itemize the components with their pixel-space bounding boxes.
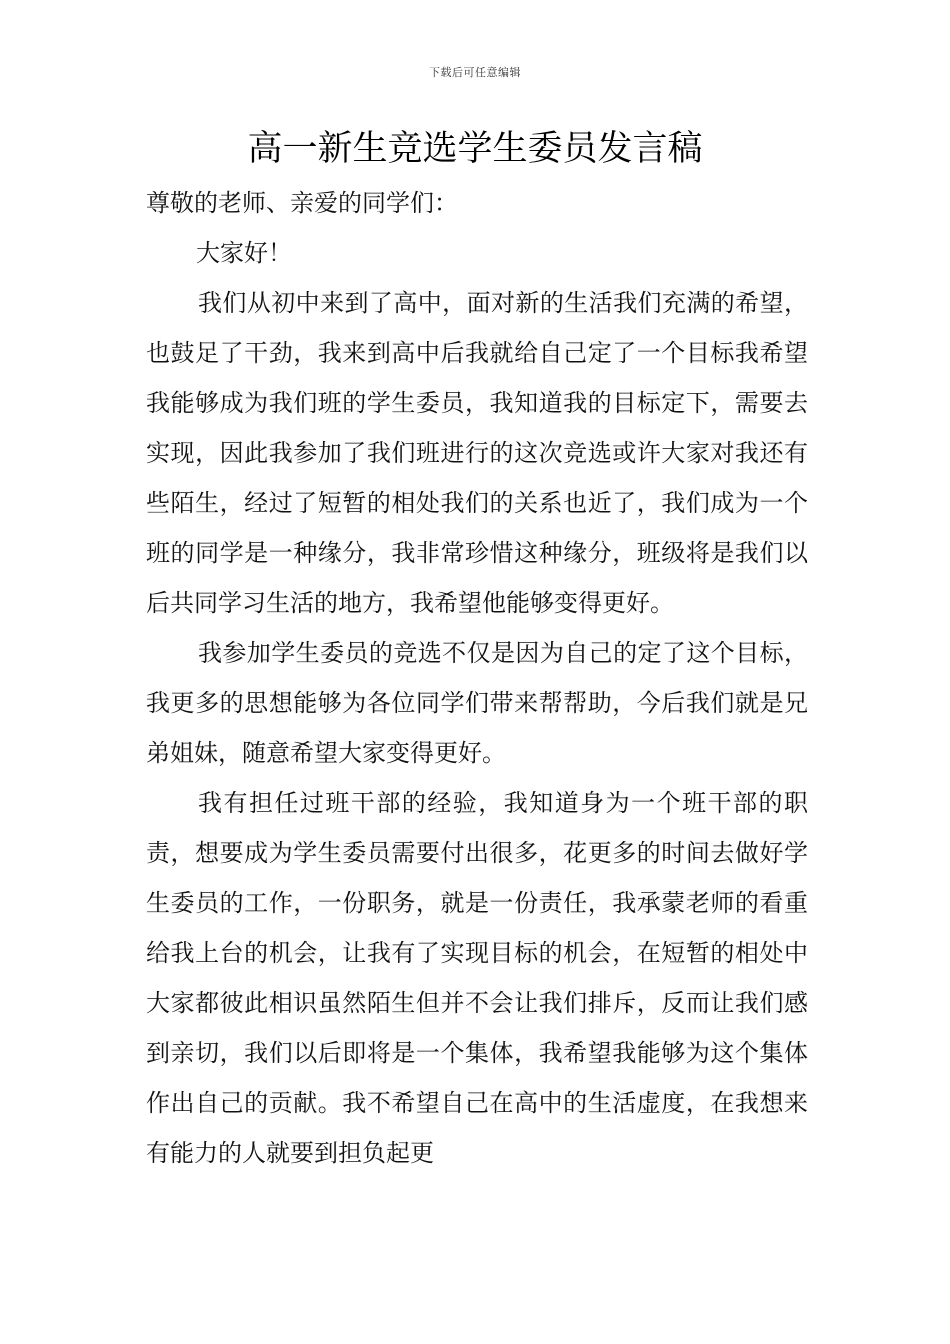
paragraph-2: 我参加学生委员的竞选不仅是因为自己的定了这个目标，我更多的思想能够为各位同学们带来帮帮助，今后我们就是兄弟姐妹，随意希望大家变得更好。 bbox=[146, 639, 808, 767]
greeting: 大家好！ bbox=[196, 239, 292, 267]
document-body bbox=[146, 178, 808, 1178]
header-note: 下载后可任意编辑 bbox=[429, 66, 521, 79]
salutation: 尊敬的老师、亲爱的同学们： bbox=[146, 189, 458, 217]
paragraph-3: 我有担任过班干部的经验，我知道身为一个班干部的职责，想要成为学生委员需要付出很多，花更多的时间去做好学生委员的工作，一份职务，就是一份责任，我承蒙老师的看重给我上台的机会，让我有了实现目标的机会，在短暂的相处中大家都彼此相识虽然陌生但并不会让我们排斥，反而让我们感到亲切，我们以后即将是一个集体，我希望我能够为这个集体作出自己的贡献。我不希望自己在高中的生活虚度，在我想来有能力的人就要到担负起更 bbox=[146, 789, 808, 1167]
paragraph-1: 我们从初中来到了高中，面对新的生活我们充满的希望，也鼓足了干劲，我来到高中后我就给自己定了一个目标我希望我能够成为我们班的学生委员，我知道我的目标定下，需要去实现，因此我参加了我们班进行的这次竞选或许大家对我还有些陌生，经过了短暂的相处我们的关系也近了，我们成为一个班的同学是一种缘分，我非常珍惜这种缘分，班级将是我们以后共同学习生活的地方，我希望他能够变得更好。 bbox=[146, 289, 808, 617]
document-title: 高一新生竞选学生委员发言稿 bbox=[247, 129, 703, 169]
